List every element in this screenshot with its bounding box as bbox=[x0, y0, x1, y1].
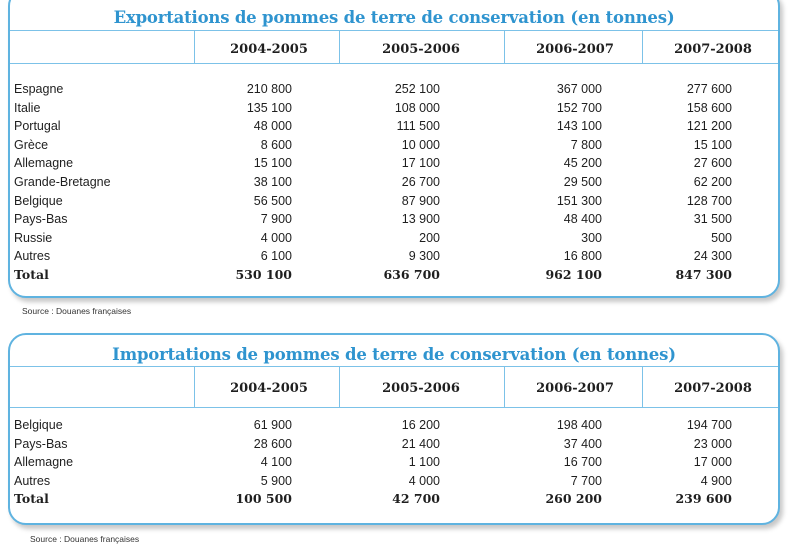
exports-header-rule bbox=[10, 63, 778, 64]
cell-value: 121 200 bbox=[686, 119, 732, 134]
imports-source-note: Source : Douanes françaises bbox=[30, 534, 140, 544]
cell-value: 10 000 bbox=[401, 137, 440, 152]
country-label: Autres bbox=[14, 473, 51, 488]
imports-title-rule bbox=[10, 366, 778, 367]
table-row bbox=[10, 80, 778, 98]
cell-value: 152 700 bbox=[556, 100, 602, 115]
cell-value: 4 100 bbox=[260, 455, 292, 470]
imports-header-2005-2006: 2005-2006 bbox=[382, 381, 460, 396]
cell-value: 4 900 bbox=[700, 473, 732, 488]
cell-value: 38 100 bbox=[253, 175, 292, 189]
exports-column-divider bbox=[504, 30, 505, 63]
table-row bbox=[10, 173, 778, 191]
table-row bbox=[10, 136, 778, 154]
country-label: Pays-Bas bbox=[14, 212, 68, 227]
cell-value: 4 000 bbox=[260, 230, 292, 245]
table-row bbox=[10, 117, 778, 135]
cell-value: 16 200 bbox=[401, 418, 440, 432]
cell-value: 7 800 bbox=[570, 137, 602, 152]
cell-value: 26 700 bbox=[401, 175, 440, 189]
cell-value: 1 100 bbox=[408, 455, 440, 470]
cell-value: 128 700 bbox=[686, 193, 732, 208]
table-row bbox=[10, 453, 778, 471]
cell-value: 16 800 bbox=[563, 249, 602, 264]
cell-value: 7 900 bbox=[260, 212, 292, 227]
country-label: Grèce bbox=[14, 137, 49, 152]
exports-header-2005-2006: 2005-2006 bbox=[382, 42, 460, 57]
imports-column-divider bbox=[339, 366, 340, 407]
total-label: Total bbox=[14, 491, 49, 507]
cell-value: 252 100 bbox=[394, 82, 440, 96]
cell-value: 24 300 bbox=[693, 249, 732, 264]
cell-value: 210 800 bbox=[246, 82, 292, 96]
cell-value: 45 200 bbox=[563, 156, 602, 171]
imports-column-divider bbox=[504, 366, 505, 407]
cell-value: 198 400 bbox=[556, 418, 602, 432]
cell-value: 300 bbox=[581, 230, 602, 245]
country-label: Russie bbox=[14, 230, 53, 245]
cell-value: 158 600 bbox=[686, 100, 732, 115]
country-label: Allemagne bbox=[14, 455, 74, 470]
exports-column-divider bbox=[194, 30, 195, 63]
cell-value: 7 700 bbox=[570, 473, 602, 488]
country-label: Espagne bbox=[14, 82, 64, 96]
cell-value: 200 bbox=[419, 230, 440, 245]
cell-value: 4 000 bbox=[408, 473, 440, 488]
exports-header-2006-2007: 2006-2007 bbox=[536, 42, 614, 57]
cell-value: 367 000 bbox=[556, 82, 602, 96]
cell-value: 239 600 bbox=[675, 491, 732, 507]
exports-title-rule bbox=[10, 30, 778, 31]
exports-column-divider bbox=[642, 30, 643, 63]
cell-value: 31 500 bbox=[693, 212, 732, 227]
table-row bbox=[10, 192, 778, 210]
cell-value: 48 400 bbox=[563, 212, 602, 227]
cell-value: 28 600 bbox=[253, 436, 292, 451]
cell-value: 61 900 bbox=[253, 418, 292, 432]
exports-header-2007-2008: 2007-2008 bbox=[674, 42, 752, 57]
imports-column-divider bbox=[642, 366, 643, 407]
table-row bbox=[10, 99, 778, 117]
table-row bbox=[10, 435, 778, 453]
exports-table-title: Exportations de pommes de terre de conservation (en tonnes) bbox=[113, 8, 675, 27]
cell-value: 62 200 bbox=[693, 175, 732, 189]
cell-value: 962 100 bbox=[545, 267, 602, 282]
cell-value: 151 300 bbox=[556, 193, 602, 208]
imports-table-panel bbox=[8, 333, 780, 525]
table-row bbox=[10, 472, 778, 490]
cell-value: 16 700 bbox=[563, 455, 602, 470]
country-label: Belgique bbox=[14, 418, 63, 432]
cell-value: 15 100 bbox=[253, 156, 292, 171]
cell-value: 277 600 bbox=[686, 82, 732, 96]
cell-value: 13 900 bbox=[401, 212, 440, 227]
cell-value: 847 300 bbox=[675, 267, 732, 282]
cell-value: 87 900 bbox=[401, 193, 440, 208]
table-row bbox=[10, 247, 778, 265]
country-label: Allemagne bbox=[14, 156, 74, 171]
exports-source-note: Source : Douanes françaises bbox=[22, 306, 132, 316]
cell-value: 56 500 bbox=[253, 193, 292, 208]
cell-value: 27 600 bbox=[693, 156, 732, 171]
imports-total-row bbox=[10, 490, 778, 508]
cell-value: 42 700 bbox=[392, 491, 440, 507]
imports-header-2006-2007: 2006-2007 bbox=[536, 381, 614, 396]
cell-value: 135 100 bbox=[246, 100, 292, 115]
imports-header-2004-2005: 2004-2005 bbox=[230, 381, 308, 396]
imports-header-rule bbox=[10, 407, 778, 408]
cell-value: 5 900 bbox=[260, 473, 292, 488]
cell-value: 500 bbox=[711, 230, 732, 245]
cell-value: 21 400 bbox=[401, 436, 440, 451]
imports-column-divider bbox=[194, 366, 195, 407]
table-row bbox=[10, 210, 778, 228]
imports-table-title: Importations de pommes de terre de conservation (en tonnes) bbox=[112, 345, 676, 364]
cell-value: 100 500 bbox=[235, 491, 292, 507]
table-row bbox=[10, 154, 778, 172]
exports-table-panel bbox=[8, 0, 780, 298]
table-row bbox=[10, 229, 778, 247]
cell-value: 9 300 bbox=[408, 249, 440, 264]
cell-value: 636 700 bbox=[383, 267, 440, 282]
cell-value: 48 000 bbox=[253, 119, 292, 134]
exports-total-row bbox=[10, 266, 778, 284]
imports-header-2007-2008: 2007-2008 bbox=[674, 381, 752, 396]
country-label: Pays-Bas bbox=[14, 436, 68, 451]
country-label: Portugal bbox=[14, 119, 61, 134]
country-label: Autres bbox=[14, 249, 51, 264]
cell-value: 108 000 bbox=[394, 100, 440, 115]
cell-value: 530 100 bbox=[235, 267, 292, 282]
cell-value: 17 000 bbox=[693, 455, 732, 470]
cell-value: 111 500 bbox=[396, 119, 440, 134]
cell-value: 29 500 bbox=[563, 175, 602, 189]
country-label: Grande-Bretagne bbox=[14, 175, 111, 189]
cell-value: 17 100 bbox=[401, 156, 440, 171]
table-row bbox=[10, 416, 778, 434]
cell-value: 260 200 bbox=[545, 491, 602, 507]
country-label: Belgique bbox=[14, 193, 63, 208]
total-label: Total bbox=[14, 267, 49, 282]
cell-value: 37 400 bbox=[563, 436, 602, 451]
country-label: Italie bbox=[14, 100, 41, 115]
cell-value: 143 100 bbox=[556, 119, 602, 134]
exports-header-2004-2005: 2004-2005 bbox=[230, 42, 308, 57]
exports-column-divider bbox=[339, 30, 340, 63]
cell-value: 23 000 bbox=[693, 436, 732, 451]
cell-value: 194 700 bbox=[686, 418, 732, 432]
cell-value: 8 600 bbox=[260, 137, 292, 152]
cell-value: 15 100 bbox=[693, 137, 732, 152]
cell-value: 6 100 bbox=[260, 249, 292, 264]
